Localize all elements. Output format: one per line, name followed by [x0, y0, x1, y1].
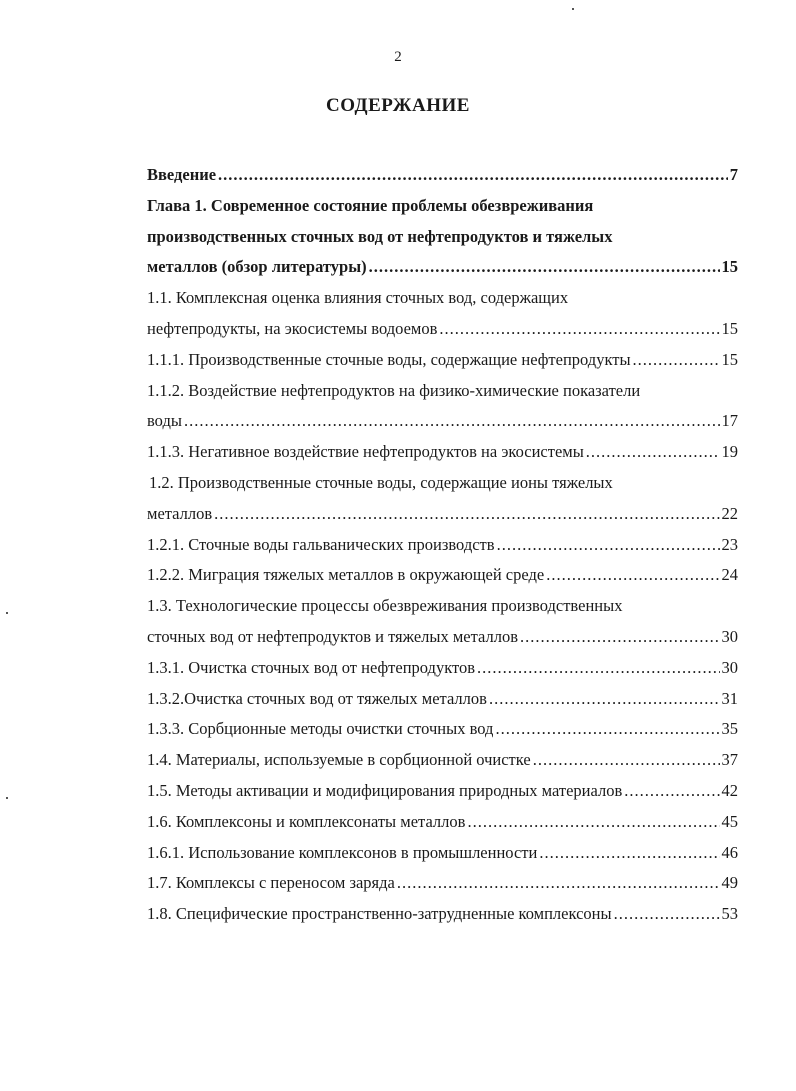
dot-leader [214, 499, 719, 530]
dot-leader [477, 653, 719, 684]
toc-entry [147, 468, 738, 499]
toc-entry-title: 1.7. Комплексы с переносом заряда [147, 873, 395, 893]
toc-entry-title: металлов [147, 503, 213, 523]
toc-entry-title: сточных вод от нефтепродуктов и тяжелых металлов [147, 626, 519, 646]
toc-entry [147, 314, 738, 345]
toc-entry [147, 714, 738, 745]
toc-entry-title: производственных сточных вод от нефтепродуктов и тяжелых [147, 226, 613, 246]
toc-entry-title: 1.1.2. Воздействие нефтепродуктов на физико-химические показатели [147, 380, 641, 400]
toc-entry-page: 53 [721, 904, 738, 924]
toc-entry-title: 1.3. Технологические процессы обезвреживания производственных [147, 596, 623, 616]
toc-entry-title: 1.5. Методы активации и модифицирования природных материалов [147, 780, 623, 800]
toc-entry [147, 191, 738, 222]
dot-leader [439, 314, 719, 345]
toc-entry-title: Глава 1. Современное состояние проблемы обезвреживания [147, 195, 594, 215]
toc-entry-title: 1.3.3. Сорбционные методы очистки сточных вод [147, 719, 494, 739]
toc-entry-page: 17 [721, 411, 738, 431]
dot-leader [624, 776, 719, 807]
toc-entry-title: 1.3.1. Очистка сточных вод от нефтепродуктов [147, 657, 476, 677]
toc-title: СОДЕРЖАНИЕ [326, 95, 470, 116]
toc-entry [147, 899, 738, 930]
dot-leader [586, 437, 720, 468]
toc-entry [147, 437, 738, 468]
toc-entry [147, 376, 738, 407]
toc-entry-title: нефтепродукты, на экосистемы водоемов [147, 318, 438, 338]
toc-entry-page: 30 [721, 626, 738, 646]
toc-entry-page: 19 [721, 442, 738, 462]
toc-entry-title: 1.2.1. Сточные воды гальванических производств [147, 534, 495, 554]
table-of-contents [147, 160, 738, 930]
dot-leader [497, 530, 720, 561]
toc-entry-title: 1.1.3. Негативное воздействие нефтепродуктов на экосистемы [147, 442, 584, 462]
toc-entry [147, 252, 738, 283]
dot-leader [533, 745, 720, 776]
toc-entry-title: 1.6.1. Использование комплексонов в промышленности [147, 842, 538, 862]
toc-entry [147, 776, 738, 807]
toc-entry [147, 622, 738, 653]
toc-entry [147, 868, 738, 899]
toc-entry-title: 1.2. Производственные сточные воды, содержащие ионы тяжелых [149, 472, 613, 492]
toc-entry-page: 30 [721, 657, 738, 677]
dot-leader [495, 714, 719, 745]
toc-entry-page: 7 [729, 165, 738, 184]
toc-entry [147, 283, 738, 314]
toc-entry-page: 24 [721, 565, 738, 585]
dot-leader [539, 838, 719, 869]
dot-leader [467, 807, 719, 838]
toc-entry-title: 1.6. Комплексоны и комплексонаты металлов [147, 811, 466, 831]
toc-entry-page: 23 [721, 534, 738, 554]
scan-speck [6, 797, 8, 799]
toc-entry-page: 42 [721, 780, 738, 800]
toc-entry-page: 15 [721, 257, 738, 277]
toc-entry-page: 35 [721, 719, 738, 739]
dot-leader [184, 406, 720, 437]
dot-leader [369, 252, 720, 283]
toc-entry-page: 31 [721, 688, 738, 708]
toc-entry-title: металлов (обзор литературы) [147, 257, 367, 277]
toc-entry-title: 1.3.2.Очистка сточных вод от тяжелых металлов [147, 688, 487, 708]
dot-leader [397, 868, 720, 899]
dot-leader [614, 899, 720, 930]
toc-entry [147, 530, 738, 561]
toc-entry-page: 45 [721, 811, 738, 831]
toc-entry-title: воды [147, 411, 182, 431]
toc-entry [147, 499, 738, 530]
toc-entry-page: 49 [721, 873, 738, 893]
toc-entry-title: 1.1. Комплексная оценка влияния сточных вод, содержащих [147, 288, 569, 308]
scan-speck [6, 612, 8, 614]
toc-entry [147, 745, 738, 776]
scan-speck [572, 8, 574, 10]
toc-entry [147, 222, 738, 253]
toc-entry-page: 22 [721, 503, 738, 523]
toc-entry-title: 1.2.2. Миграция тяжелых металлов в окружающей среде [147, 565, 545, 585]
toc-entry-title: Введение [147, 165, 217, 184]
toc-entry-page: 15 [721, 318, 738, 338]
toc-entry [147, 684, 738, 715]
dot-leader [489, 684, 720, 715]
toc-entry [147, 807, 738, 838]
dot-leader [546, 560, 719, 591]
toc-entry [147, 160, 738, 191]
toc-entry-title: 1.4. Материалы, используемые в сорбционной очистке [147, 750, 531, 770]
dot-leader [218, 160, 728, 191]
dot-leader [633, 345, 720, 376]
toc-entry [147, 838, 738, 869]
toc-entry [147, 345, 738, 376]
toc-entry-page: 37 [721, 750, 738, 770]
toc-entry [147, 591, 738, 622]
toc-entry-title: 1.1.1. Производственные сточные воды, содержащие нефтепродукты [147, 349, 631, 369]
toc-entry [147, 406, 738, 437]
toc-entry-page: 15 [721, 349, 738, 369]
page-number: 2 [394, 49, 402, 65]
toc-entry-page: 46 [721, 842, 738, 862]
toc-entry [147, 653, 738, 684]
toc-entry [147, 560, 738, 591]
dot-leader [520, 622, 719, 653]
toc-entry-title: 1.8. Специфические пространственно-затрудненные комплексоны [147, 904, 612, 924]
